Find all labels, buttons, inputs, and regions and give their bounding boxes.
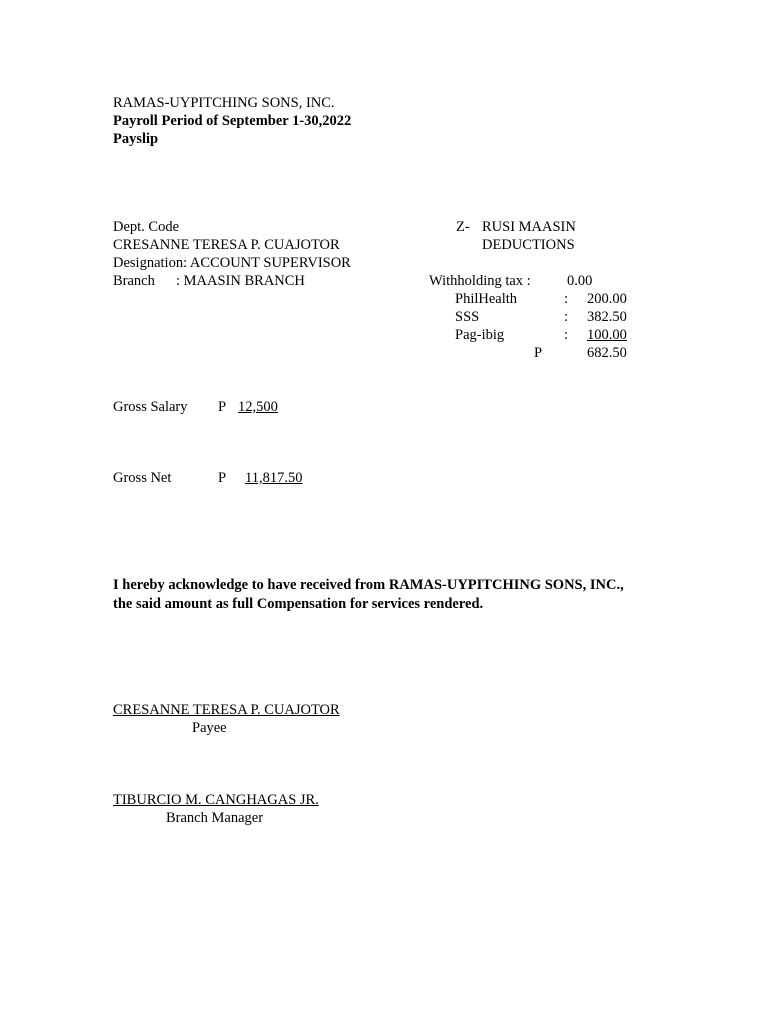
branch-label: Branch (113, 273, 155, 289)
dept-code-value: Z- (456, 219, 470, 235)
gross-salary-currency: P (218, 399, 227, 415)
acknowledgement-line-1: I hereby acknowledge to have received from RAMAS-UYPITCHING SONS, INC., (113, 577, 624, 593)
manager-role: Branch Manager (166, 810, 264, 826)
sss-colon: : (564, 309, 569, 325)
payee-role: Payee (192, 720, 227, 736)
gross-net-currency: P (218, 470, 227, 486)
philhealth-label: PhilHealth (455, 291, 518, 307)
pagibig-label: Pag-ibig (455, 327, 505, 343)
deductions-total-value: 682.50 (587, 345, 627, 361)
withholding-tax-value: 0.00 (567, 273, 593, 289)
manager-name: TIBURCIO M. CANGHAGAS JR. (113, 792, 319, 808)
payroll-period: Payroll Period of September 1-30,2022 (113, 113, 352, 129)
gross-salary-value: 12,500 (238, 399, 278, 415)
dept-name: RUSI MAASIN (482, 219, 576, 235)
sss-label: SSS (455, 309, 480, 325)
deductions-title: DEDUCTIONS (482, 237, 575, 253)
pagibig-colon: : (564, 327, 569, 343)
gross-net-value: 11,817.50 (245, 470, 303, 486)
document-type: Payslip (113, 131, 159, 147)
withholding-tax-label: Withholding tax : (429, 273, 531, 289)
pagibig-value: 100.00 (587, 327, 627, 343)
gross-net-label: Gross Net (113, 470, 172, 486)
payee-name: CRESANNE TERESA P. CUAJOTOR (113, 702, 340, 718)
designation: Designation: ACCOUNT SUPERVISOR (113, 255, 351, 271)
deductions-total-currency: P (534, 345, 543, 361)
acknowledgement-line-2: the said amount as full Compensation for services rendered. (113, 596, 484, 612)
philhealth-colon: : (564, 291, 569, 307)
gross-salary-label: Gross Salary (113, 399, 188, 415)
dept-code-label: Dept. Code (113, 219, 180, 235)
sss-value: 382.50 (587, 309, 627, 325)
branch-value: : MAASIN BRANCH (176, 273, 305, 289)
philhealth-value: 200.00 (587, 291, 627, 307)
employee-name: CRESANNE TERESA P. CUAJOTOR (113, 237, 340, 253)
company-name: RAMAS-UYPITCHING SONS, INC. (113, 95, 335, 111)
